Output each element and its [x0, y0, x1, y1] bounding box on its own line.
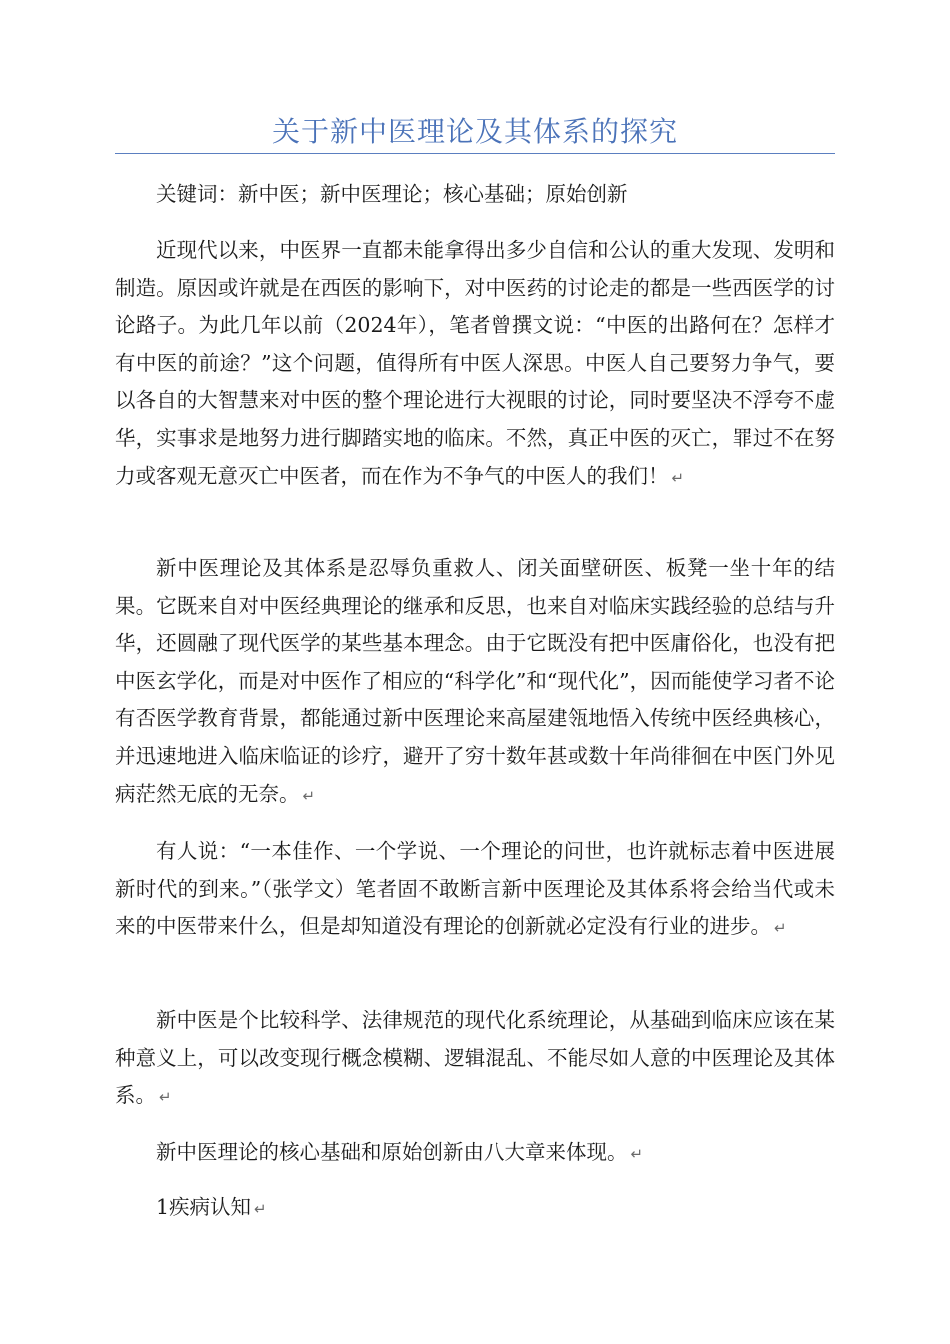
paragraph-mark-icon: ↵: [302, 786, 316, 805]
section-heading-1: [115, 1189, 835, 1229]
paragraph-4: [115, 1002, 835, 1117]
paragraph-3: [115, 833, 835, 948]
keywords-text: 关键词：新中医；新中医理论；核心基础；原始创新: [156, 182, 628, 206]
paragraph-text: 近现代以来，中医界一直都未能拿得出多少自信和公认的重大发现、发明和制造。原因或许就是在西医的影响下，对中医药的讨论走的都是一些西医学的讨论路子。为此几年以前（2024年），笔者曾撰文说：“中医的出路何在？怎样才有中医的前途？”这个问题，值得所有中医人深思。中医人自己要努力争气，要以各自的大智慧来对中医的整个理论进行大视眼的讨论，同时要坚决不浮夸不虚华，实事求是地努力进行脚踏实地的临床。不然，真正中医的灭亡，罪过不在努力或客观无意灭亡中医者，而在作为不争气的中医人的我们！: [115, 238, 835, 488]
document-title: 关于新中医理论及其体系的探究: [271, 115, 678, 148]
paragraph-text: 有人说：“一本佳作、一个学说、一个理论的问世，也许就标志着中医进展新时代的到来。”（张学文）笔者固不敢断言新中医理论及其体系将会给当代或未来的中医带来什么，但是却知道没有理论的创新就必定没有行业的进步。: [115, 839, 835, 939]
paragraph-mark-icon: ↵: [774, 919, 787, 938]
paragraph-5: [115, 1134, 835, 1174]
paragraph-mark-icon: ↵: [671, 468, 685, 487]
section-heading-text: 1疾病认知: [156, 1195, 252, 1219]
paragraph-1: [115, 232, 835, 497]
title-underline: [115, 153, 835, 154]
paragraph-mark-icon: ↵: [159, 1088, 172, 1107]
paragraph-2: [115, 550, 835, 815]
paragraph-text: 新中医理论及其体系是忍辱负重救人、闭关面壁研医、板凳一坐十年的结果。它既来自对中医经典理论的继承和反思，也来自对临床实践经验的总结与升华，还圆融了现代医学的某些基本理念。由于它既没有把中医庸俗化，也没有把中医玄学化，而是对中医作了相应的“科学化”和“现代化”，因而能使学习者不论有否医学教育背景，都能通过新中医理论来高屋建瓴地悟入传统中医经典核心，并迅速地进入临床临证的诊疗，避开了穷十数年甚或数十年尚徘徊在中医门外见病茫然无底的无奈。: [115, 556, 835, 806]
paragraph-text: 新中医理论的核心基础和原始创新由八大章来体现。: [156, 1140, 628, 1164]
paragraph-text: 新中医是个比较科学、法律规范的现代化系统理论，从基础到临床应该在某种意义上，可以改变现行概念模糊、逻辑混乱、不能尽如人意的中医理论及其体系。: [115, 1008, 835, 1108]
keywords-line: [115, 176, 835, 214]
paragraph-mark-icon: ↵: [630, 1145, 644, 1163]
paragraph-mark-icon: ↵: [254, 1200, 267, 1218]
